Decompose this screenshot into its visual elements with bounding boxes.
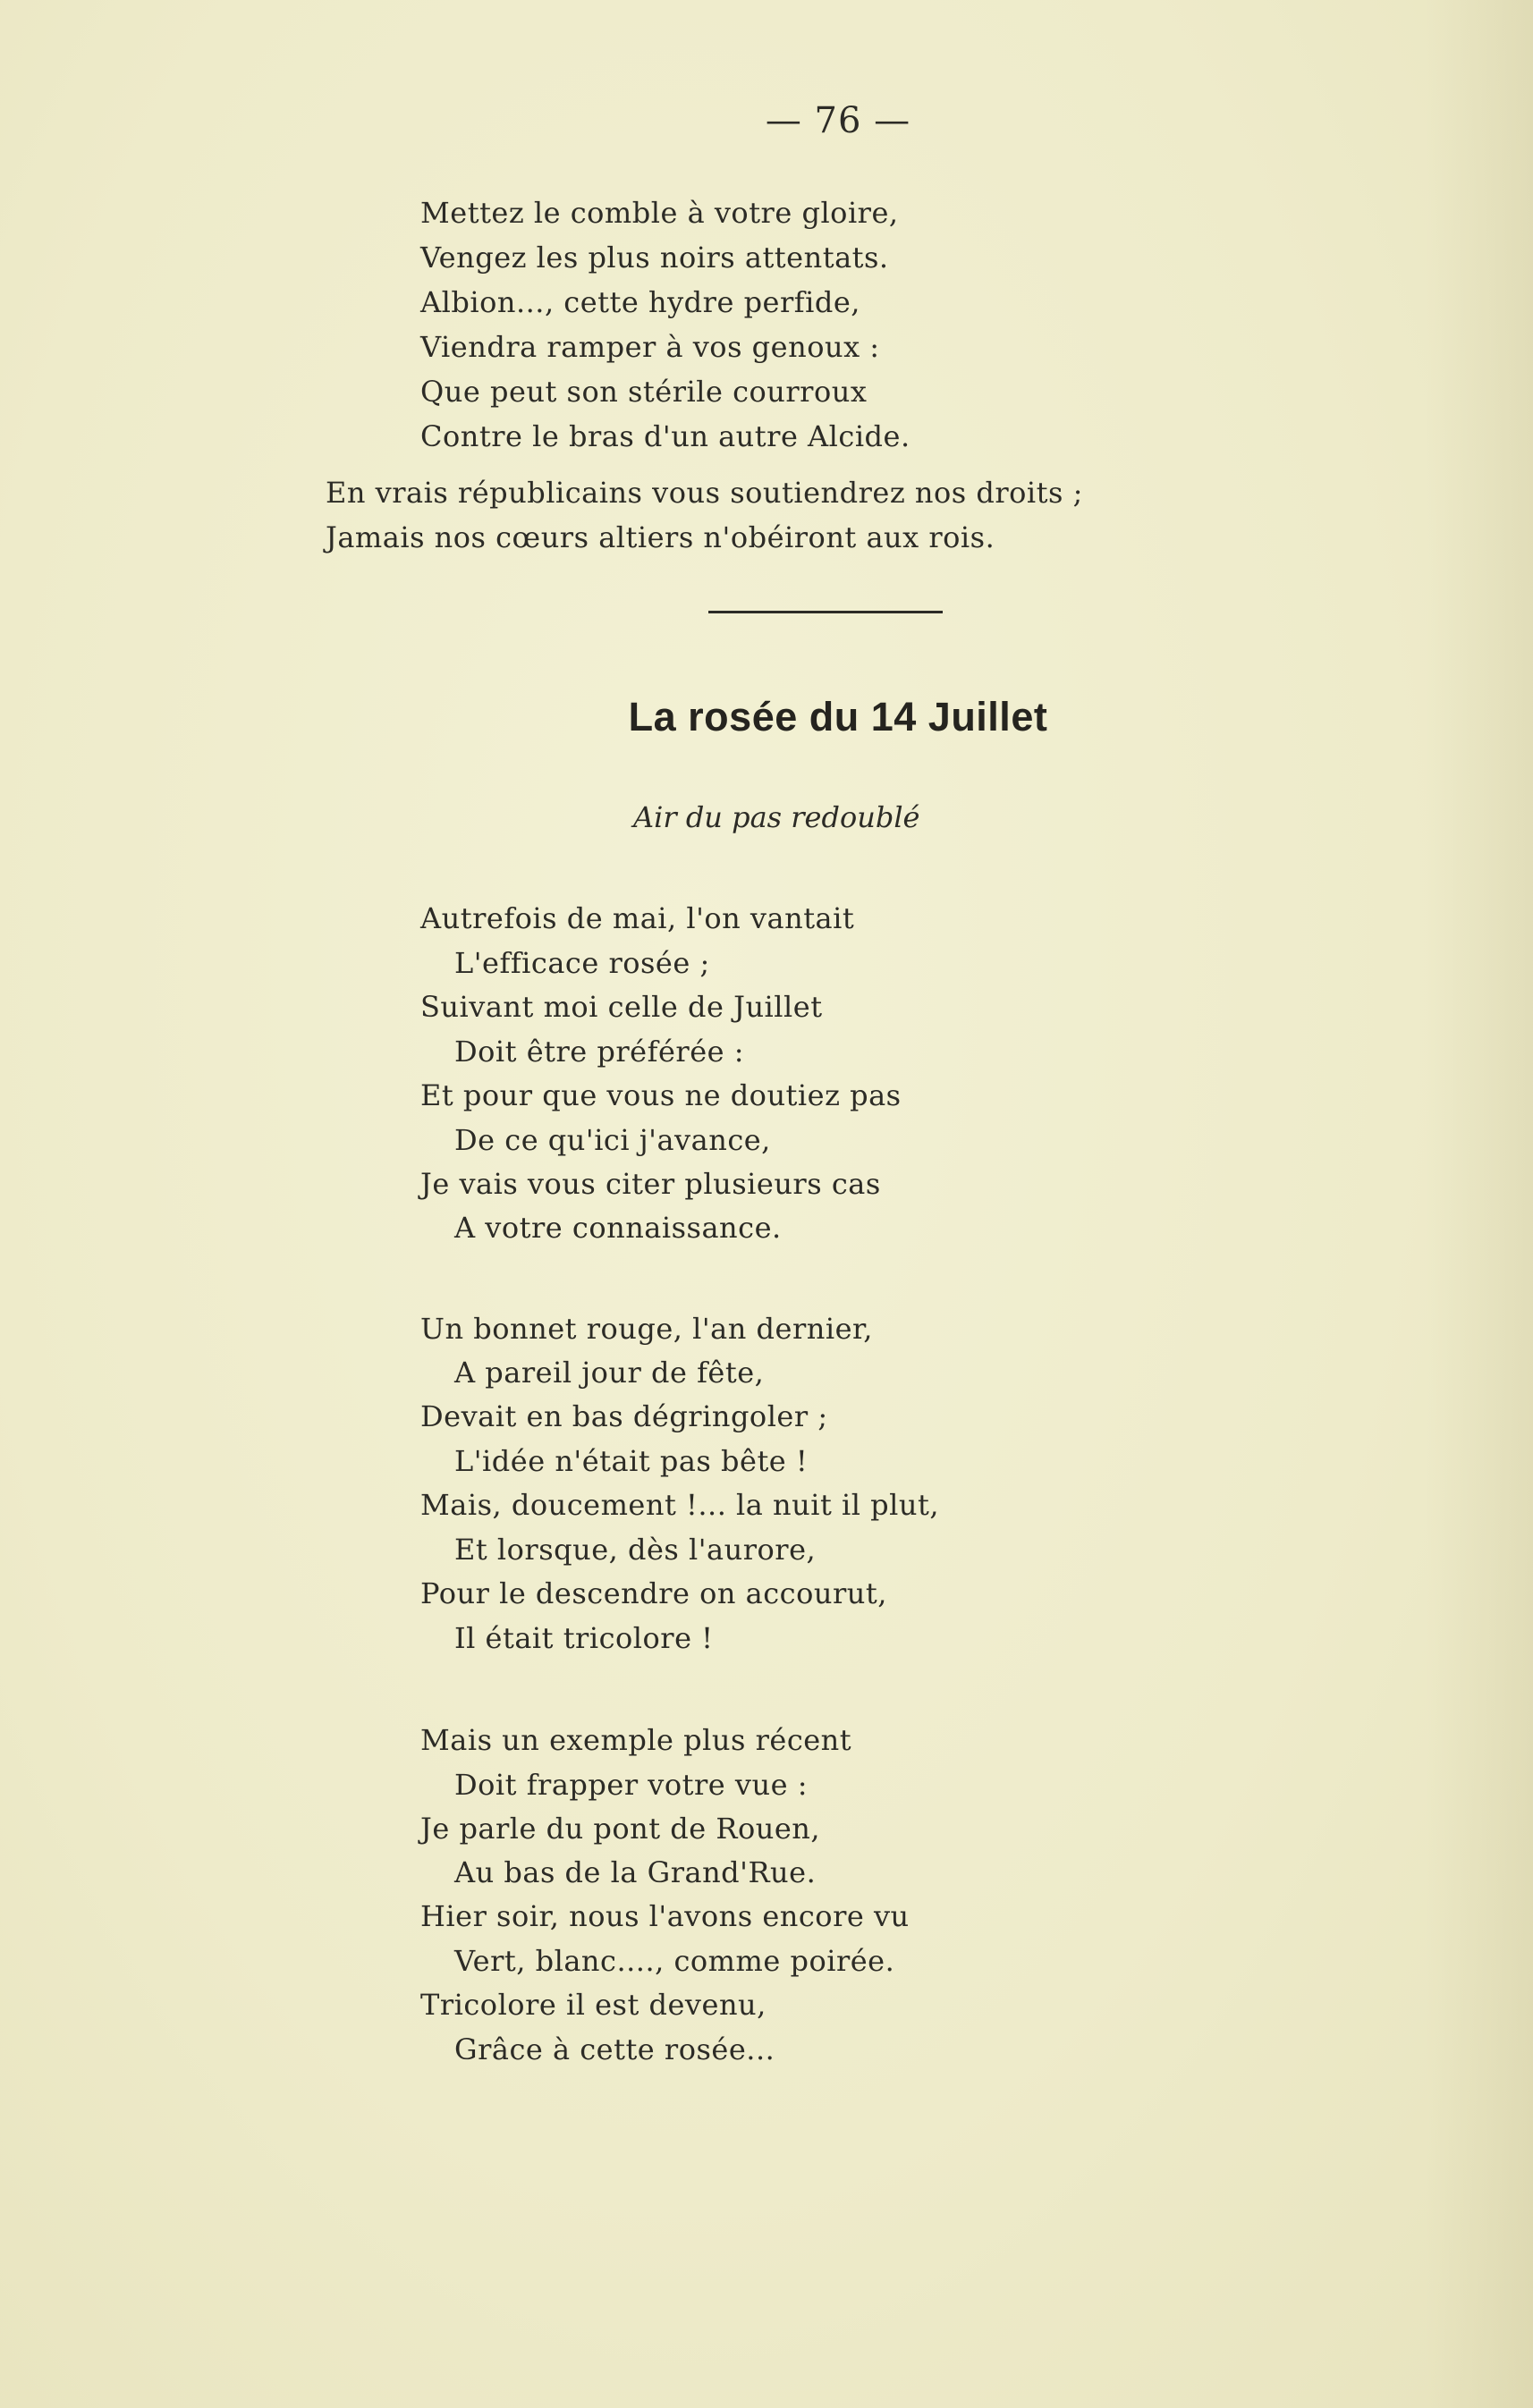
stanza-3-line-1: Mais un exemple plus récent [420,1723,852,1757]
prev-stanza-line-4: Viendra ramper à vos genoux : [420,330,880,364]
stanza-3-line-4: Au bas de la Grand'Rue. [454,1855,817,1889]
stanza-3-line-3: Je parle du pont de Rouen, [420,1812,821,1846]
refrain-line-2: Jamais nos cœurs altiers n'obéiront aux rois. [326,520,995,554]
refrain-line-1: En vrais républicains vous soutiendrez nos droits ; [326,476,1083,510]
stanza-3-line-6: Vert, blanc...., comme poirée. [454,1944,895,1978]
stanza-2-line-2: A pareil jour de fête, [454,1356,765,1390]
stanza-1-line-1: Autrefois de mai, l'on vantait [420,901,855,935]
stanza-2-line-6: Et lorsque, dès l'aurore, [454,1533,817,1567]
stanza-1-line-2: L'efficace rosée ; [454,946,710,980]
stanza-2-line-4: L'idée n'était pas bête ! [454,1444,809,1478]
stanza-1-line-8: A votre connaissance. [454,1211,782,1245]
page-edge-shadow [1426,0,1533,2408]
prev-stanza-line-5: Que peut son stérile courroux [420,375,868,409]
song-air: Air du pas redoublé [633,800,920,834]
stanza-2-line-8: Il était tricolore ! [454,1621,714,1655]
stanza-1-line-7: Je vais vous citer plusieurs cas [420,1167,881,1201]
stanza-1-line-6: De ce qu'ici j'avance, [454,1123,771,1157]
page-number: — 76 — [765,100,911,141]
prev-stanza-line-3: Albion..., cette hydre perfide, [420,285,860,319]
stanza-2-line-1: Un bonnet rouge, l'an dernier, [420,1312,873,1346]
section-divider [708,611,943,613]
stanza-2-line-5: Mais, doucement !... la nuit il plut, [420,1488,939,1522]
stanza-1-line-5: Et pour que vous ne doutiez pas [420,1078,902,1112]
prev-stanza-line-1: Mettez le comble à votre gloire, [420,196,899,230]
stanza-2-line-7: Pour le descendre on accourut, [420,1576,887,1610]
stanza-3-line-8: Grâce à cette rosée... [454,2032,775,2066]
stanza-1-line-4: Doit être préférée : [454,1035,745,1069]
prev-stanza-line-2: Vengez les plus noirs attentats. [420,241,889,275]
song-title: La rosée du 14 Juillet [628,694,1048,739]
stanza-1-line-3: Suivant moi celle de Juillet [420,990,823,1024]
stanza-3-line-2: Doit frapper votre vue : [454,1768,808,1802]
stanza-2-line-3: Devait en bas dégringoler ; [420,1399,828,1433]
prev-stanza-line-6: Contre le bras d'un autre Alcide. [420,419,910,453]
stanza-3-line-7: Tricolore il est devenu, [420,1988,766,2022]
stanza-3-line-5: Hier soir, nous l'avons encore vu [420,1899,910,1933]
